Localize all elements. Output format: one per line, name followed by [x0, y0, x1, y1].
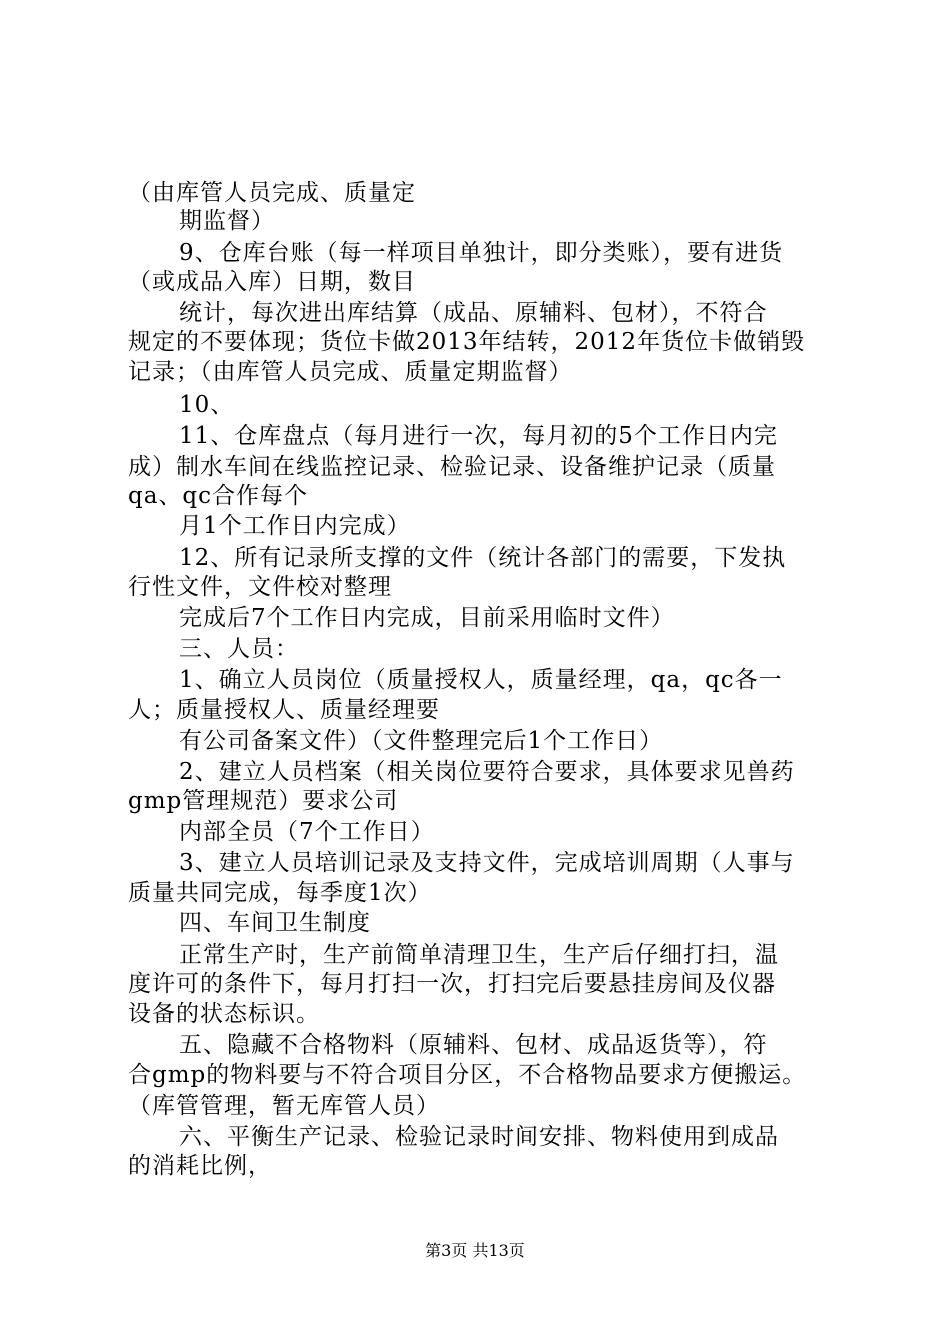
text-line: gmp管理规范）要求公司 [128, 788, 399, 814]
text-line: 有公司备案文件）（文件整理完后1个工作日） [179, 728, 664, 754]
text-line: 12、所有记录所支撑的文件（统计各部门的需要，下发执 [179, 545, 787, 571]
text-line: 11、仓库盘点（每月进行一次，每月初的5个工作日内完 [179, 423, 778, 449]
text-line: 三、人员： [179, 636, 299, 662]
text-line: 合gmp的物料要与不符合项目分区，不合格物品要求方便搬运。 [128, 1062, 807, 1088]
text-line: qa、qc合作每个 [128, 483, 309, 509]
text-line: 3、建立人员培训记录及支持文件，完成培训周期（人事与 [179, 850, 795, 876]
text-line: 1、确立人员岗位（质量授权人，质量经理，qa，qc各一 [179, 667, 783, 693]
text-line: （或成品入库）日期，数目 [128, 269, 416, 295]
text-line: 设备的状态标识。 [128, 1001, 320, 1027]
text-line: 10、 [179, 392, 235, 418]
page-number-footer: 第3页 共13页 [425, 1241, 525, 1260]
text-line: 记录；（由库管人员完成、质量定期监督） [128, 359, 573, 385]
text-line: 正常生产时，生产前简单清理卫生，生产后仔细打扫，温 [179, 942, 779, 968]
text-line: 成）制水车间在线监控记录、检验记录、设备维护记录（质量 [128, 454, 776, 480]
text-line: 的消耗比例， [128, 1153, 272, 1179]
text-line: 规定的不要体现；货位卡做2013年结转，2012年货位卡做销毁 [128, 329, 806, 355]
text-line: 五、隐藏不合格物料（原辅料、包材、成品返货等），符 [179, 1032, 768, 1058]
text-line: 9、仓库台账（每一样项目单独计，即分类账），要有进货 [179, 240, 784, 266]
text-line: 期监督） [179, 208, 275, 234]
text-line: （由库管人员完成、质量定 [128, 180, 416, 206]
text-line: 行性文件，文件校对整理 [128, 574, 392, 600]
text-line: 2、建立人员档案（相关岗位要符合要求，具体要求见兽药 [179, 759, 795, 785]
text-line: 六、平衡生产记录、检验记录时间安排、物料使用到成品 [179, 1124, 779, 1150]
text-line: 四、车间卫生制度 [179, 910, 371, 936]
text-line: 人；质量授权人、质量经理要 [128, 697, 440, 723]
text-line: 月1个工作日内完成） [179, 513, 411, 539]
text-line: 质量共同完成，每季度1次） [128, 880, 432, 906]
text-line: 统计，每次进出库结算（成品、原辅料、包材），不符合 [179, 300, 768, 326]
text-line: 度许可的条件下，每月打扫一次，打扫完后要悬挂房间及仪器 [128, 971, 776, 997]
text-line: （库管管理，暂无库管人员） [128, 1093, 440, 1119]
text-line: 完成后7个工作日内完成，目前采用临时文件） [179, 605, 675, 631]
text-line: 内部全员（7个工作日） [179, 819, 435, 845]
